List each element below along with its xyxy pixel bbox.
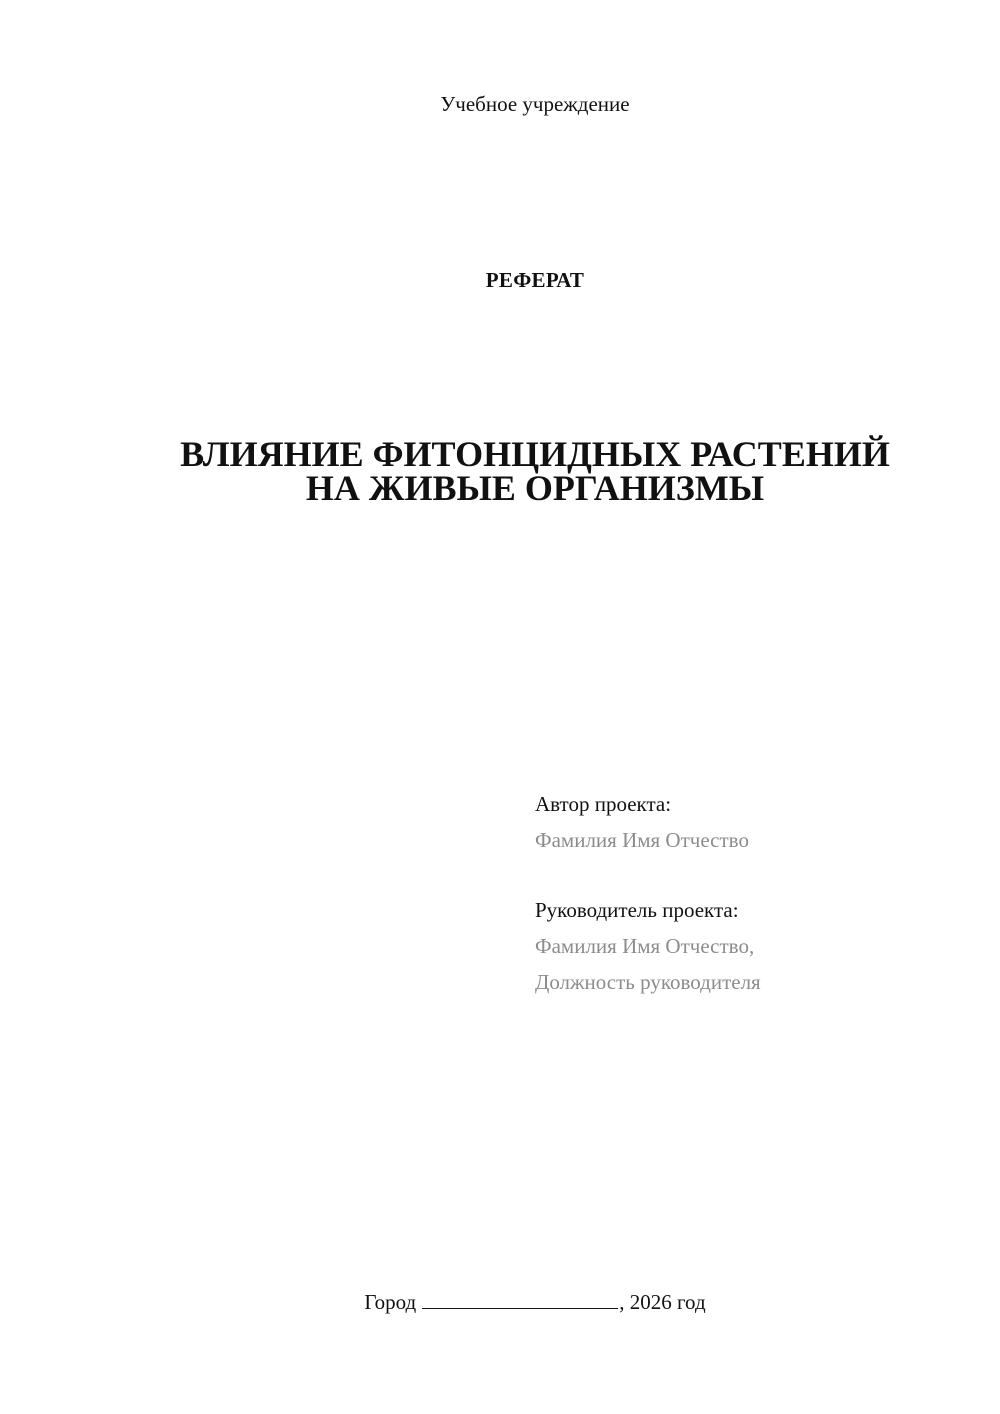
supervisor-position: Должность руководителя (535, 970, 761, 994)
supervisor-block (535, 892, 761, 1000)
document-title (0, 434, 1000, 508)
title-line-2: НА ЖИВЫЕ ОРГАНИЗМЫ (305, 468, 765, 508)
year-text: , 2026 год (619, 1290, 706, 1314)
city-blank-line (422, 1290, 618, 1309)
city-label: Город (364, 1290, 417, 1314)
supervisor-name: Фамилия Имя Отчество, (535, 934, 755, 958)
supervisor-label: Руководитель проекта: (535, 898, 739, 922)
author-label: Автор проекта: (535, 792, 672, 816)
city-year-line (0, 1290, 1000, 1315)
document-type: РЕФЕРАТ (485, 268, 585, 292)
author-name: Фамилия Имя Отчество (535, 828, 749, 852)
institution-name: Учебное учреждение (440, 92, 630, 116)
author-block (535, 786, 749, 858)
title-line-1: ВЛИЯНИЕ ФИТОНЦИДНЫХ РАСТЕНИЙ (180, 434, 890, 474)
